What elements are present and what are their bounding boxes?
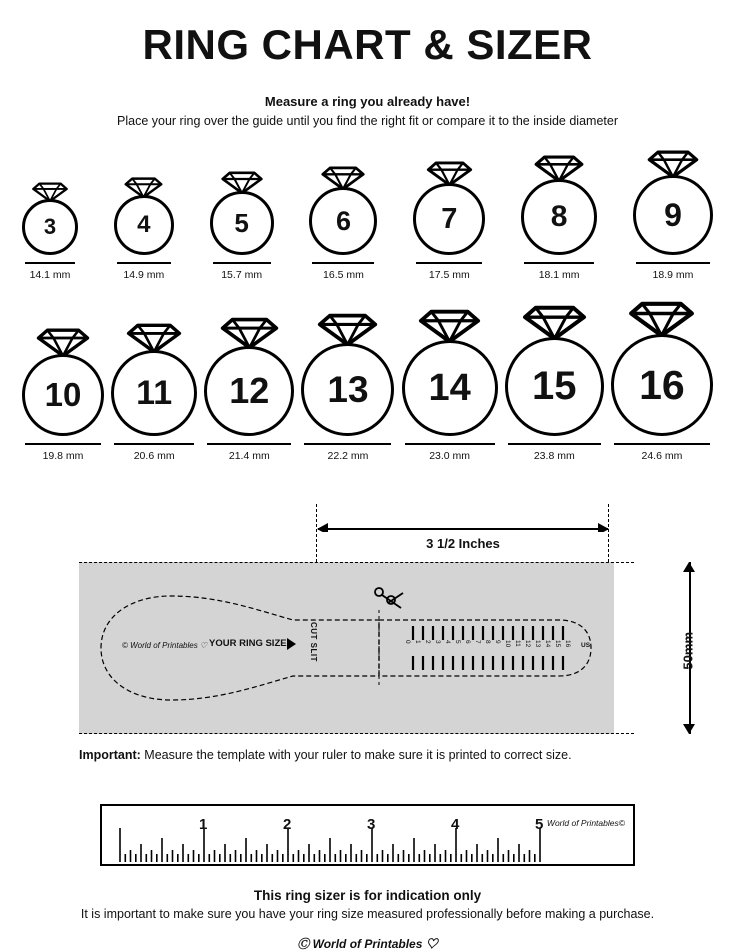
diameter-rule xyxy=(524,262,594,264)
guide-line-bottom xyxy=(79,733,634,734)
ring-size-number: 11 xyxy=(111,350,197,436)
ring-diameter-block xyxy=(25,262,75,281)
ring-size-number: 5 xyxy=(210,191,274,255)
footer-line-2: It is important to make sure you have your ring size measured professionally before making a purchase. xyxy=(80,907,655,922)
ring-row-2 xyxy=(22,301,713,462)
ring-size-cell[interactable] xyxy=(204,317,294,462)
ring-size-number: 12 xyxy=(204,346,294,436)
ring-diameter-label: 14.1 mm xyxy=(29,269,71,282)
ring-size-number: 10 xyxy=(22,354,104,436)
ring-sizer-template xyxy=(79,562,614,734)
important-label: Important: xyxy=(79,748,141,763)
intro-heading: Measure a ring you already have! xyxy=(264,94,471,110)
template-scale-numbers xyxy=(404,640,581,656)
ring-diameter-block xyxy=(312,262,374,281)
ring-illustration xyxy=(402,309,498,436)
diamond-icon xyxy=(35,328,91,357)
diameter-rule xyxy=(416,262,482,264)
ruler-numbers xyxy=(102,806,633,864)
height-arrow-down-icon xyxy=(683,724,695,734)
ring-diameter-label: 18.1 mm xyxy=(538,269,580,282)
template-scale-end-label: US xyxy=(581,642,591,650)
diameter-rule xyxy=(312,262,374,264)
diamond-icon xyxy=(125,323,183,353)
template-width-label: 3 1/2 Inches xyxy=(318,532,608,551)
ruler-number: 2 xyxy=(283,816,292,834)
ring-diameter-label: 24.6 mm xyxy=(641,450,683,463)
ring-diameter-label: 20.6 mm xyxy=(133,450,175,463)
ring-size-number: 16 xyxy=(611,334,713,436)
scale-number: 6 xyxy=(464,640,471,644)
ruler-number: 1 xyxy=(199,816,208,834)
ring-size-number: 15 xyxy=(505,337,604,436)
ring-size-cell[interactable] xyxy=(22,328,104,462)
diamond-icon xyxy=(316,313,379,346)
width-arrow-icon xyxy=(318,528,608,530)
ring-illustration xyxy=(111,323,197,436)
ring-size-cell[interactable] xyxy=(521,155,597,281)
ring-illustration xyxy=(114,177,174,255)
ring-size-number: 3 xyxy=(22,199,78,255)
ruler-section xyxy=(0,804,735,866)
ring-diameter-block xyxy=(524,262,594,281)
ruler-number: 5 xyxy=(535,816,544,834)
ring-size-grid xyxy=(0,150,735,462)
ring-diameter-label: 23.0 mm xyxy=(429,450,471,463)
guide-line-top xyxy=(79,562,634,563)
scale-number: 3 xyxy=(434,640,441,644)
ring-diameter-block xyxy=(207,443,291,462)
diameter-rule xyxy=(636,262,710,264)
ring-illustration xyxy=(505,305,604,436)
ring-diameter-block xyxy=(405,443,495,462)
ring-diameter-label: 14.9 mm xyxy=(123,269,165,282)
diamond-icon xyxy=(417,309,482,343)
ruler-brand-text: World of Printables© xyxy=(546,818,625,829)
scale-number: 14 xyxy=(544,640,551,648)
ring-diameter-label: 16.5 mm xyxy=(323,269,364,282)
diameter-rule xyxy=(508,443,601,445)
diameter-rule xyxy=(304,443,391,445)
scale-number: 1 xyxy=(414,640,421,644)
important-text: Measure the template with your ruler to make sure it is printed to correct size. xyxy=(140,748,572,763)
diamond-icon xyxy=(219,317,280,349)
template-wrapper xyxy=(22,562,713,734)
scale-number: 16 xyxy=(564,640,571,648)
ring-size-cell[interactable] xyxy=(402,309,498,462)
ring-diameter-label: 19.8 mm xyxy=(42,450,84,463)
template-pointer-icon xyxy=(287,638,296,650)
scissors-icon xyxy=(375,588,403,608)
ring-size-cell[interactable] xyxy=(22,182,78,281)
ring-diameter-block xyxy=(304,443,391,462)
ring-diameter-label: 23.8 mm xyxy=(533,450,575,463)
diamond-icon xyxy=(646,150,700,178)
ring-illustration xyxy=(309,166,377,255)
ring-illustration xyxy=(301,313,394,436)
scale-number: 0 xyxy=(404,640,411,644)
footer-brandmark: Ⓒ World of Printables ♡ xyxy=(297,937,438,951)
ring-illustration xyxy=(210,171,274,255)
ring-illustration xyxy=(204,317,294,436)
template-width-dimension xyxy=(22,504,713,562)
ring-size-cell[interactable] xyxy=(111,323,197,462)
ring-diameter-block xyxy=(508,443,601,462)
printed-ruler xyxy=(100,804,635,866)
important-note xyxy=(22,748,713,762)
template-main-text: YOUR RING SIZE xyxy=(209,638,287,650)
diameter-rule xyxy=(213,262,271,264)
scale-number: 7 xyxy=(474,640,481,644)
diameter-rule xyxy=(25,443,101,445)
ring-diameter-block xyxy=(636,262,710,281)
diameter-rule xyxy=(405,443,495,445)
sizer-section xyxy=(0,504,735,762)
ring-illustration xyxy=(413,161,485,255)
ring-size-cell[interactable] xyxy=(505,305,604,462)
ring-illustration xyxy=(22,182,78,255)
ring-size-number: 14 xyxy=(402,340,498,436)
diamond-icon xyxy=(627,301,696,337)
ring-size-cell[interactable] xyxy=(301,313,394,462)
ring-diameter-block xyxy=(416,262,482,281)
scale-number: 12 xyxy=(524,640,531,648)
ring-diameter-block xyxy=(614,443,710,462)
ring-size-cell[interactable] xyxy=(633,150,713,281)
ring-diameter-label: 21.4 mm xyxy=(228,450,270,463)
diameter-rule xyxy=(207,443,291,445)
ring-size-number: 9 xyxy=(633,175,713,255)
ring-diameter-label: 22.2 mm xyxy=(327,450,369,463)
ring-diameter-block xyxy=(25,443,101,462)
ring-size-cell[interactable] xyxy=(309,166,377,281)
scale-number: 13 xyxy=(534,640,541,648)
diameter-rule xyxy=(614,443,710,445)
ring-diameter-label: 18.9 mm xyxy=(652,269,694,282)
diameter-rule xyxy=(117,262,171,264)
height-arrow-up-icon xyxy=(683,562,695,572)
ring-diameter-block xyxy=(117,262,171,281)
ring-size-cell[interactable] xyxy=(611,301,713,462)
scale-number: 10 xyxy=(504,640,511,648)
diamond-icon xyxy=(533,155,585,182)
intro-block xyxy=(0,94,735,128)
footer-line-1: This ring sizer is for indication only xyxy=(253,888,482,904)
diamond-icon xyxy=(521,305,588,340)
ruler-number: 3 xyxy=(367,816,376,834)
cut-slit-label: CUT SLIT xyxy=(309,622,318,663)
ring-size-number: 4 xyxy=(114,195,174,255)
scale-number: 5 xyxy=(454,640,461,644)
ring-diameter-block xyxy=(114,443,194,462)
ring-size-number: 8 xyxy=(521,179,597,255)
ring-row-1 xyxy=(22,150,713,281)
ring-illustration xyxy=(633,150,713,255)
footer-note xyxy=(0,888,735,921)
ring-size-cell[interactable] xyxy=(114,177,174,281)
ring-size-number: 13 xyxy=(301,343,394,436)
scale-number: 11 xyxy=(514,640,521,647)
diameter-rule xyxy=(114,443,194,445)
intro-subtext: Place your ring over the guide until you find the right fit or compare it to the inside diameter xyxy=(117,114,618,129)
ring-size-number: 7 xyxy=(413,183,485,255)
ring-size-cell[interactable] xyxy=(413,161,485,281)
scale-number: 8 xyxy=(484,640,491,644)
scale-number: 2 xyxy=(424,640,431,644)
ring-diameter-label: 17.5 mm xyxy=(428,269,470,282)
scale-number: 4 xyxy=(444,640,451,644)
ring-illustration xyxy=(22,328,104,436)
ring-diameter-block xyxy=(213,262,271,281)
scale-number: 9 xyxy=(494,640,501,644)
template-brand-text: © World of Printables ♡ xyxy=(122,641,208,651)
page-title: RING CHART & SIZER xyxy=(142,21,593,68)
diameter-rule xyxy=(25,262,75,264)
ring-size-number: 6 xyxy=(309,187,377,255)
ring-diameter-label: 15.7 mm xyxy=(221,269,263,282)
ring-illustration xyxy=(611,301,713,436)
ruler-number: 4 xyxy=(451,816,460,834)
template-height-label: 50mm xyxy=(681,632,696,670)
ring-size-cell[interactable] xyxy=(210,171,274,281)
scale-number: 15 xyxy=(554,640,561,648)
ring-illustration xyxy=(521,155,597,255)
